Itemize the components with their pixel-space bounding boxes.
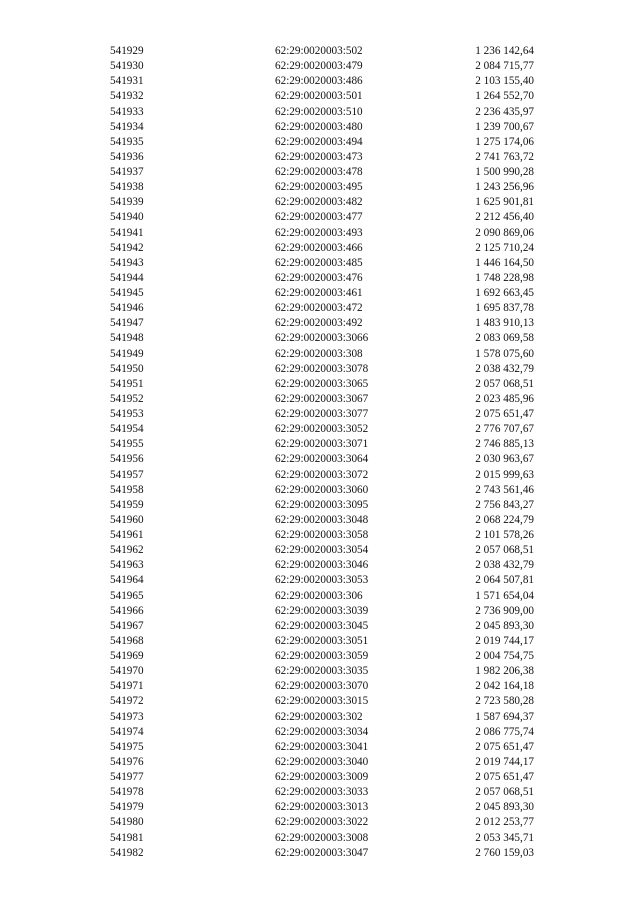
cadastral-number: 62:29:0020003:3048 — [275, 513, 369, 526]
cadastral-value: 1 446 164,50 — [475, 256, 534, 269]
cadastral-value: 1 571 654,04 — [475, 589, 534, 602]
cadastral-number: 62:29:0020003:492 — [275, 317, 363, 330]
row-number: 541956 — [110, 453, 144, 466]
cadastral-number: 62:29:0020003:3022 — [275, 816, 369, 829]
table-row — [110, 468, 540, 483]
table-row — [110, 815, 540, 830]
cadastral-number: 62:29:0020003:472 — [275, 302, 363, 315]
table-row — [110, 846, 540, 861]
table-row — [110, 664, 540, 679]
table-row — [110, 710, 540, 725]
row-number: 541949 — [110, 347, 144, 360]
cadastral-number: 62:29:0020003:3008 — [275, 831, 369, 844]
cadastral-number: 62:29:0020003:480 — [275, 120, 363, 133]
cadastral-number: 62:29:0020003:306 — [275, 589, 363, 602]
cadastral-number: 62:29:0020003:510 — [275, 105, 363, 118]
table-row — [110, 694, 540, 709]
table-row — [110, 619, 540, 634]
cadastral-number: 62:29:0020003:473 — [275, 150, 363, 163]
row-number: 541980 — [110, 816, 144, 829]
row-number: 541967 — [110, 619, 144, 632]
table-row — [110, 634, 540, 649]
row-number: 541974 — [110, 725, 144, 738]
row-number: 541941 — [110, 226, 144, 239]
cadastral-number: 62:29:0020003:3045 — [275, 619, 369, 632]
row-number: 541973 — [110, 710, 144, 723]
row-number: 541942 — [110, 241, 144, 254]
row-number: 541940 — [110, 211, 144, 224]
cadastral-number: 62:29:0020003:501 — [275, 90, 363, 103]
cadastral-value: 2 012 253,77 — [475, 816, 534, 829]
row-number: 541958 — [110, 483, 144, 496]
cadastral-number: 62:29:0020003:3064 — [275, 453, 369, 466]
row-number: 541953 — [110, 408, 144, 420]
cadastral-value: 2 776 707,67 — [475, 423, 534, 436]
cadastral-value: 2 075 651,47 — [475, 408, 534, 420]
row-number: 541943 — [110, 256, 144, 269]
row-number: 541937 — [110, 166, 144, 178]
cadastral-number: 62:29:0020003:479 — [275, 60, 363, 73]
row-number: 541961 — [110, 529, 144, 541]
row-number: 541982 — [110, 846, 144, 859]
table-row — [110, 347, 540, 362]
row-number: 541930 — [110, 60, 144, 73]
row-number: 541939 — [110, 196, 144, 209]
table-row — [110, 755, 540, 770]
cadastral-value: 2 125 710,24 — [475, 241, 534, 254]
row-number: 541963 — [110, 559, 144, 572]
row-number: 541948 — [110, 332, 144, 345]
cadastral-number: 62:29:0020003:3053 — [275, 574, 369, 587]
cadastral-number: 62:29:0020003:308 — [275, 347, 363, 360]
row-number: 541970 — [110, 665, 144, 678]
row-number: 541957 — [110, 468, 144, 481]
cadastral-value: 2 038 432,79 — [475, 362, 534, 375]
table-row — [110, 407, 540, 422]
table-row — [110, 195, 540, 210]
table-row — [110, 44, 540, 59]
row-number: 541962 — [110, 544, 144, 557]
cadastral-value: 2 741 763,72 — [475, 150, 534, 163]
cadastral-value: 1 236 142,64 — [475, 45, 534, 57]
cadastral-number: 62:29:0020003:3070 — [275, 680, 369, 693]
cadastral-value: 2 057 068,51 — [475, 786, 534, 799]
cadastral-value: 2 064 507,81 — [475, 574, 534, 587]
cadastral-value: 2 045 893,30 — [475, 619, 534, 632]
cadastral-value: 2 004 754,75 — [475, 650, 534, 662]
row-number: 541945 — [110, 287, 144, 299]
cadastral-value: 2 023 485,96 — [475, 392, 534, 405]
cadastral-number: 62:29:0020003:3051 — [275, 634, 369, 647]
row-number: 541978 — [110, 786, 144, 799]
cadastral-value: 1 982 206,38 — [475, 665, 534, 678]
cadastral-number: 62:29:0020003:3015 — [275, 695, 369, 708]
cadastral-number: 62:29:0020003:3040 — [275, 755, 369, 768]
table-row — [110, 573, 540, 588]
table-row — [110, 392, 540, 407]
cadastral-number: 62:29:0020003:3066 — [275, 332, 369, 345]
table-row — [110, 74, 540, 89]
cadastral-value: 2 057 068,51 — [475, 377, 534, 390]
cadastral-value: 2 736 909,00 — [475, 604, 534, 617]
row-number: 541932 — [110, 90, 144, 103]
cadastral-number: 62:29:0020003:486 — [275, 75, 363, 88]
cadastral-number: 62:29:0020003:3095 — [275, 498, 369, 511]
row-number: 541933 — [110, 105, 144, 118]
table-row — [110, 558, 540, 573]
row-number: 541935 — [110, 135, 144, 148]
row-number: 541959 — [110, 498, 144, 511]
cadastral-value: 2 053 345,71 — [475, 831, 534, 844]
cadastral-value: 1 264 552,70 — [475, 90, 534, 103]
row-number: 541964 — [110, 574, 144, 587]
row-number: 541947 — [110, 317, 144, 330]
cadastral-value: 2 057 068,51 — [475, 544, 534, 557]
cadastral-value: 2 019 744,17 — [475, 755, 534, 768]
cadastral-value: 1 695 837,78 — [475, 302, 534, 315]
row-number: 541969 — [110, 650, 144, 662]
cadastral-number: 62:29:0020003:495 — [275, 181, 363, 194]
cadastral-value: 2 042 164,18 — [475, 680, 534, 693]
row-number: 541976 — [110, 755, 144, 768]
cadastral-number: 62:29:0020003:494 — [275, 135, 363, 148]
cadastral-value: 2 019 744,17 — [475, 634, 534, 647]
row-number: 541966 — [110, 604, 144, 617]
row-number: 541960 — [110, 513, 144, 526]
cadastral-number: 62:29:0020003:502 — [275, 45, 363, 57]
cadastral-value: 1 243 256,96 — [475, 181, 534, 194]
cadastral-number: 62:29:0020003:3013 — [275, 801, 369, 814]
table-row — [110, 649, 540, 664]
cadastral-value: 2 068 224,79 — [475, 513, 534, 526]
table-row — [110, 286, 540, 301]
cadastral-number: 62:29:0020003:477 — [275, 211, 363, 224]
cadastral-number: 62:29:0020003:3060 — [275, 483, 369, 496]
cadastral-value: 1 500 990,28 — [475, 166, 534, 178]
table-row — [110, 256, 540, 271]
cadastral-value: 2 038 432,79 — [475, 559, 534, 572]
row-number: 541944 — [110, 271, 144, 284]
table-row — [110, 226, 540, 241]
cadastral-value: 1 587 694,37 — [475, 710, 534, 723]
cadastral-number: 62:29:0020003:3052 — [275, 423, 369, 436]
cadastral-number: 62:29:0020003:3034 — [275, 725, 369, 738]
table-row — [110, 604, 540, 619]
row-number: 541946 — [110, 302, 144, 315]
cadastral-value: 2 746 885,13 — [475, 438, 534, 451]
table-row — [110, 271, 540, 286]
cadastral-value: 1 692 663,45 — [475, 287, 534, 299]
row-number: 541954 — [110, 423, 144, 436]
row-number: 541977 — [110, 771, 144, 783]
cadastral-number: 62:29:0020003:461 — [275, 287, 363, 299]
table-row — [110, 105, 540, 120]
table-row — [110, 422, 540, 437]
cadastral-value: 2 723 580,28 — [475, 695, 534, 708]
cadastral-value: 1 625 901,81 — [475, 196, 534, 209]
table-row — [110, 437, 540, 452]
table-row — [110, 725, 540, 740]
cadastral-value: 2 086 775,74 — [475, 725, 534, 738]
cadastral-value-table — [110, 44, 540, 861]
row-number: 541931 — [110, 75, 144, 88]
table-row — [110, 770, 540, 785]
table-row — [110, 800, 540, 815]
table-row — [110, 543, 540, 558]
cadastral-number: 62:29:0020003:3077 — [275, 408, 369, 420]
cadastral-number: 62:29:0020003:302 — [275, 710, 363, 723]
row-number: 541936 — [110, 150, 144, 163]
cadastral-number: 62:29:0020003:476 — [275, 271, 363, 284]
table-row — [110, 135, 540, 150]
cadastral-value: 1 578 075,60 — [475, 347, 534, 360]
table-row — [110, 452, 540, 467]
cadastral-number: 62:29:0020003:493 — [275, 226, 363, 239]
row-number: 541938 — [110, 181, 144, 194]
row-number: 541975 — [110, 740, 144, 753]
cadastral-number: 62:29:0020003:3009 — [275, 771, 369, 783]
row-number: 541968 — [110, 634, 144, 647]
cadastral-value: 1 275 174,06 — [475, 135, 534, 148]
cadastral-number: 62:29:0020003:3047 — [275, 846, 369, 859]
cadastral-value: 2 756 843,27 — [475, 498, 534, 511]
cadastral-value: 2 101 578,26 — [475, 529, 534, 541]
cadastral-number: 62:29:0020003:3054 — [275, 544, 369, 557]
cadastral-number: 62:29:0020003:3071 — [275, 438, 369, 451]
row-number: 541981 — [110, 831, 144, 844]
cadastral-number: 62:29:0020003:3059 — [275, 650, 369, 662]
table-row — [110, 120, 540, 135]
cadastral-value: 2 030 963,67 — [475, 453, 534, 466]
cadastral-value: 2 236 435,97 — [475, 105, 534, 118]
row-number: 541950 — [110, 362, 144, 375]
cadastral-value: 2 103 155,40 — [475, 75, 534, 88]
cadastral-number: 62:29:0020003:3072 — [275, 468, 369, 481]
table-row — [110, 513, 540, 528]
cadastral-value: 2 090 869,06 — [475, 226, 534, 239]
cadastral-value: 2 760 159,03 — [475, 846, 534, 859]
cadastral-number: 62:29:0020003:485 — [275, 256, 363, 269]
table-row — [110, 150, 540, 165]
table-row — [110, 483, 540, 498]
row-number: 541955 — [110, 438, 144, 451]
cadastral-number: 62:29:0020003:3078 — [275, 362, 369, 375]
row-number: 541972 — [110, 695, 144, 708]
cadastral-value: 2 015 999,63 — [475, 468, 534, 481]
row-number: 541929 — [110, 45, 144, 57]
row-number: 541952 — [110, 392, 144, 405]
table-row — [110, 89, 540, 104]
table-row — [110, 498, 540, 513]
cadastral-number: 62:29:0020003:3046 — [275, 559, 369, 572]
table-row — [110, 831, 540, 846]
table-row — [110, 377, 540, 392]
cadastral-number: 62:29:0020003:3035 — [275, 665, 369, 678]
table-row — [110, 241, 540, 256]
table-row — [110, 316, 540, 331]
cadastral-value: 1 483 910,13 — [475, 317, 534, 330]
cadastral-value: 2 084 715,77 — [475, 60, 534, 73]
cadastral-value: 2 075 651,47 — [475, 740, 534, 753]
table-row — [110, 528, 540, 543]
table-row — [110, 165, 540, 180]
cadastral-value: 1 239 700,67 — [475, 120, 534, 133]
cadastral-value: 2 075 651,47 — [475, 771, 534, 783]
row-number: 541951 — [110, 377, 144, 390]
table-row — [110, 331, 540, 346]
cadastral-value: 2 212 456,40 — [475, 211, 534, 224]
table-row — [110, 301, 540, 316]
cadastral-value: 2 743 561,46 — [475, 483, 534, 496]
cadastral-number: 62:29:0020003:3067 — [275, 392, 369, 405]
cadastral-number: 62:29:0020003:3065 — [275, 377, 369, 390]
table-row — [110, 59, 540, 74]
table-row — [110, 180, 540, 195]
table-row — [110, 740, 540, 755]
cadastral-number: 62:29:0020003:478 — [275, 166, 363, 178]
cadastral-number: 62:29:0020003:482 — [275, 196, 363, 209]
cadastral-number: 62:29:0020003:3041 — [275, 740, 369, 753]
cadastral-value: 2 083 069,58 — [475, 332, 534, 345]
table-row — [110, 679, 540, 694]
row-number: 541971 — [110, 680, 144, 693]
cadastral-value: 1 748 228,98 — [475, 271, 534, 284]
table-row — [110, 210, 540, 225]
row-number: 541934 — [110, 120, 144, 133]
table-row — [110, 589, 540, 604]
cadastral-value: 2 045 893,30 — [475, 801, 534, 814]
cadastral-number: 62:29:0020003:3058 — [275, 529, 369, 541]
cadastral-number: 62:29:0020003:466 — [275, 241, 363, 254]
row-number: 541965 — [110, 589, 144, 602]
table-row — [110, 362, 540, 377]
cadastral-number: 62:29:0020003:3033 — [275, 786, 369, 799]
row-number: 541979 — [110, 801, 144, 814]
cadastral-number: 62:29:0020003:3039 — [275, 604, 369, 617]
table-row — [110, 785, 540, 800]
